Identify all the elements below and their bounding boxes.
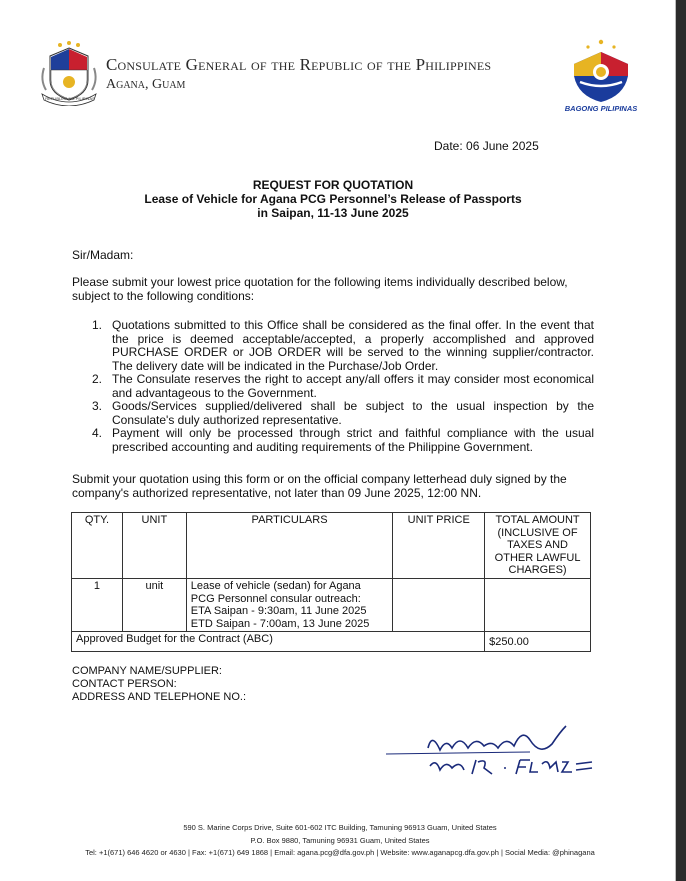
header-unit-price: UNIT PRICE [393, 513, 485, 579]
footer-pobox: P.O. Box 9880, Tamuning 96931 Guam, United States [250, 835, 430, 845]
condition-item [88, 400, 594, 427]
consulate-city: Agana, Guam [106, 77, 186, 92]
row-unit-price [393, 579, 485, 632]
rfq-title-line2: Lease of Vehicle for Agana PCG Personnel’s Release of Passports [144, 192, 522, 206]
condition-text: The Consulate reserves the right to accept any/all offers it may consider most economical and advantageous to the Government. [112, 372, 594, 400]
condition-text: Goods/Services supplied/delivered shall be subject to the usual inspection by the Consulate's duly authorized representative. [112, 399, 594, 427]
condition-item [88, 373, 594, 400]
rfq-title [72, 178, 594, 220]
header-particulars: PARTICULARS [186, 513, 393, 579]
bagong-pilipinas-caption: BAGONG PILIPINAS [564, 104, 638, 113]
submission-instructions: Submit your quotation using this form or on the official company letterhead duly signed by the company's authorized representative, not later than 09 June 2025, 12:00 NN. [72, 472, 567, 500]
table-row [72, 579, 591, 632]
seal-ribbon-text: REPUBLIKA NG PILIPINAS [45, 96, 95, 101]
particulars-line: ETA Saipan - 9:30am, 11 June 2025 [190, 605, 367, 617]
document-date: Date: 06 June 2025 [434, 139, 539, 153]
condition-item [88, 427, 594, 454]
condition-item [88, 319, 594, 373]
address-telephone-field: ADDRESS AND TELEPHONE NO.: [72, 691, 247, 703]
table-header-row [72, 513, 591, 579]
viewer-scroll-track [676, 0, 686, 881]
letterhead-footer [60, 822, 620, 860]
footer-contact: Tel: +1(671) 646 4620 or 4630 | Fax: +1(671) 649 1868 | Email: agana.pcg@dfa.gov.ph | Website: www.aganapcg.dfa.gov.ph | Social Media: @phinagana [85, 848, 595, 857]
row-total-amount [485, 579, 591, 632]
company-name-field: COMPANY NAME/SUPPLIER: [72, 665, 222, 677]
intro-paragraph: Please submit your lowest price quotation for the following items individually described below, subject to the following conditions: [72, 275, 568, 303]
footer-address: 590 S. Marine Corps Drive, Suite 601-602 ITC Building, Tamuning 96913 Guam, United States [183, 823, 497, 832]
condition-text: Payment will only be processed through strict and faithful compliance with the usual prescribed accounting and auditing requirements of the Philippine Government. [112, 426, 594, 454]
bagong-pilipinas-logo-icon [566, 38, 636, 104]
abc-row [72, 632, 591, 652]
particulars-line: PCG Personnel consular outreach: [190, 592, 361, 605]
signature-image [380, 722, 610, 784]
consulate-name: Consulate General of the Republic of the Philippines [106, 55, 492, 74]
condition-number: 3. [92, 399, 103, 413]
header-unit: UNIT [122, 513, 186, 579]
abc-value: $250.00 [485, 632, 591, 652]
condition-text: Quotations submitted to this Office shall be considered as the final offer. In the event that the price is deemed acceptable/accepted, a properly accomplished and approved PURCHASE ORDER or JOB ORDER will be served to the winning supplier/contractor. The delivery date will be indicated in the Purchase/Job Order. [112, 318, 594, 373]
rfq-title-line3: in Saipan, 11-13 June 2025 [257, 206, 409, 220]
rfq-title-line1: REQUEST FOR QUOTATION [252, 178, 414, 192]
condition-number: 2. [92, 372, 103, 386]
quotation-table [71, 512, 591, 652]
condition-number: 1. [92, 318, 103, 332]
particulars-line: Lease of vehicle (sedan) for Agana [190, 580, 361, 592]
condition-number: 4. [92, 426, 103, 440]
particulars-line: ETD Saipan - 7:00am, 13 June 2025 [190, 617, 370, 630]
row-particulars [186, 579, 393, 632]
row-qty: 1 [72, 579, 123, 632]
conditions-list [88, 319, 594, 454]
abc-label: Approved Budget for the Contract (ABC) [72, 632, 485, 652]
supplier-details [72, 665, 246, 704]
header-total-amount: TOTAL AMOUNT (INCLUSIVE OF TAXES AND OTHER LAWFUL CHARGES) [485, 513, 591, 579]
salutation: Sir/Madam: [72, 248, 134, 262]
row-unit: unit [122, 579, 186, 632]
letterhead [106, 55, 491, 93]
header-qty: QTY. [72, 513, 123, 579]
contact-person-field: CONTACT PERSON: [72, 678, 177, 690]
